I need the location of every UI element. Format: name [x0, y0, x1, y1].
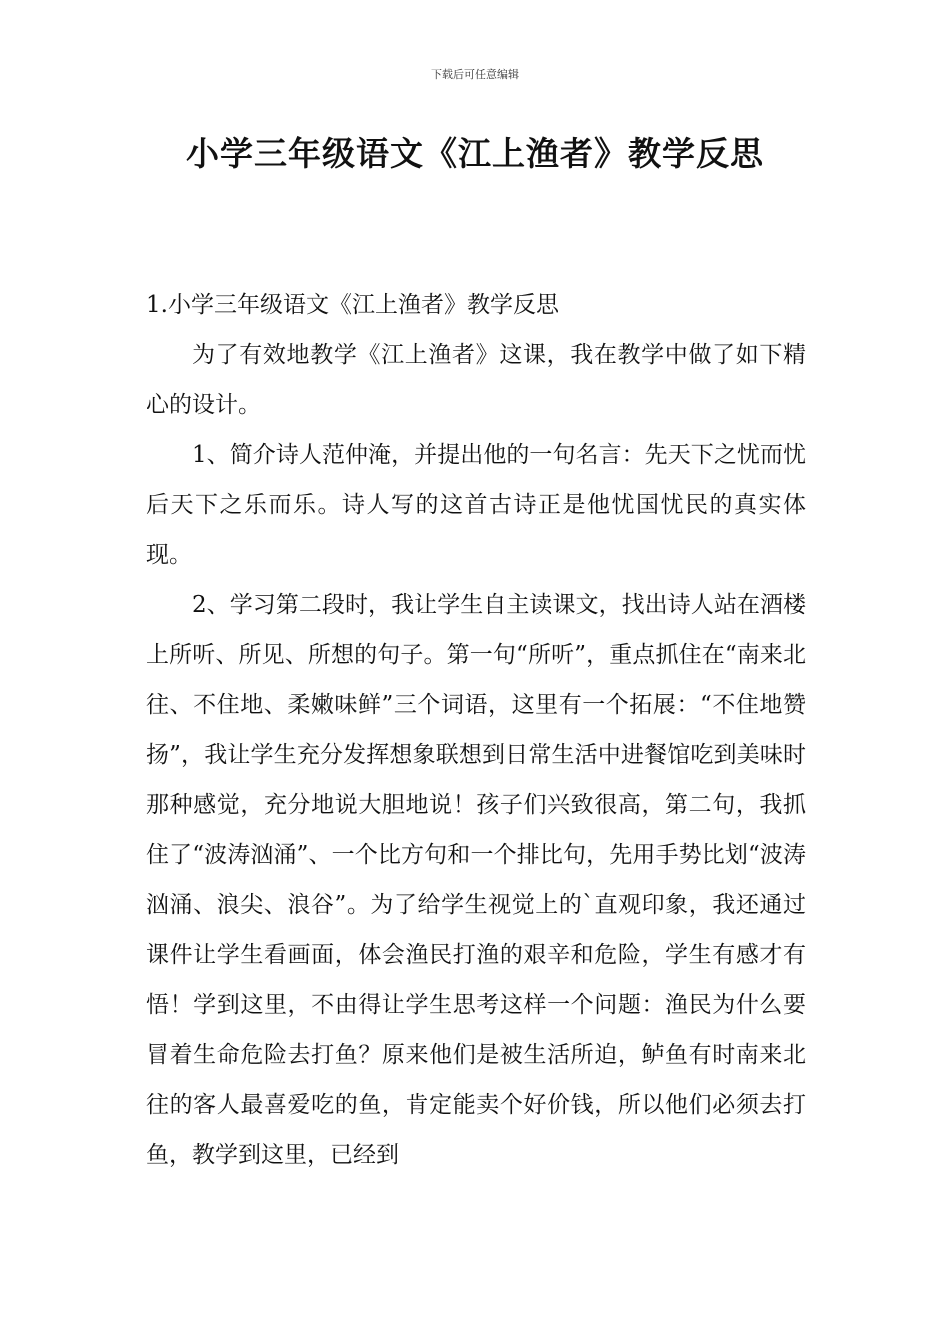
paragraph-point-1: 1、简介诗人范仲淹，并提出他的一句名言：先天下之忧而忧后天下之乐而乐。诗人写的这首古诗正是他忧国忧民的真实体现。 [146, 442, 806, 568]
paragraph-point-2: 2、学习第二段时，我让学生自主读课文，找出诗人站在酒楼上所听、所见、所想的句子。第一句“所听”，重点抓住在“南来北往、不住地、柔嫩味鲜”三个词语，这里有一个拓展：“不住地赞扬”，我让学生充分发挥想象联想到日常生活中进餐馆吃到美味时那种感觉，充分地说大胆地说！孩子们兴致很高，第二句，我抓住了“波涛汹涌”、一个比方句和一个排比句，先用手势比划“波涛汹涌、浪尖、浪谷”。为了给学生视觉上的`直观印象，我还通过课件让学生看画面，体会渔民打渔的艰辛和危险，学生有感才有悟！学到这里，不由得让学生思考这样一个问题：渔民为什么要冒着生命危险去打鱼？原来他们是被生活所迫，鲈鱼有时南来北往的客人最喜爱吃的鱼，肯定能卖个好价钱，所以他们必须去打鱼，教学到这里，已经到 [146, 592, 806, 1168]
section-heading: 1.小学三年级语文《江上渔者》教学反思 [146, 292, 559, 318]
header-note: 下载后可任意编辑 [431, 68, 519, 81]
document-body [146, 280, 806, 1180]
document-title: 小学三年级语文《江上渔者》教学反思 [186, 134, 764, 173]
paragraph-intro: 为了有效地教学《江上渔者》这课，我在教学中做了如下精心的设计。 [146, 342, 806, 418]
